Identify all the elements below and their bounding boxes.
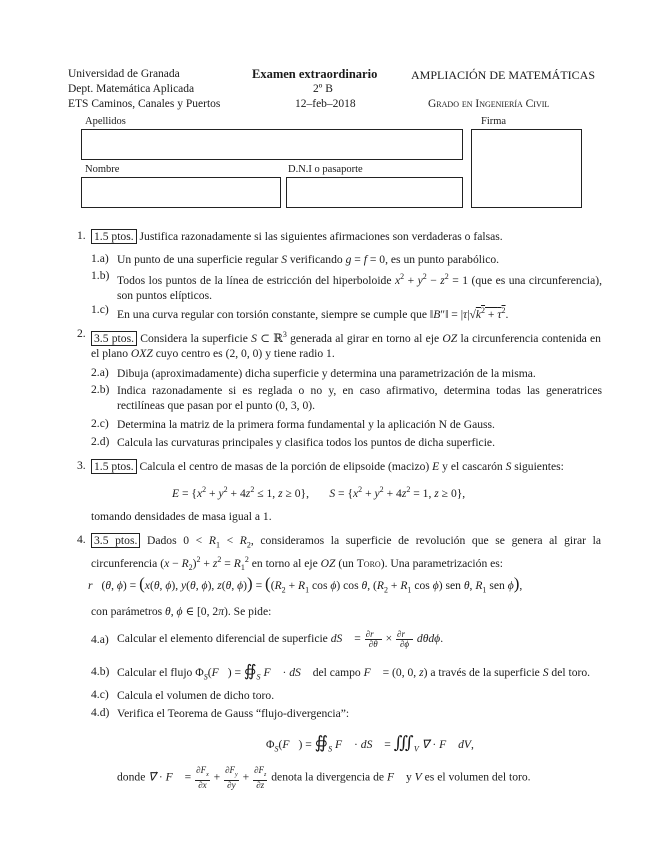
q3-points: 1.5 ptos.: [91, 459, 137, 474]
q1-intro: 1.5 ptos. Justifica razonadamente si las siguientes afirmaciones son verdaderas o falsas.: [91, 229, 601, 244]
q2a-label: 2.a): [91, 366, 109, 379]
q3-closing: tomando densidades de masa igual a 1.: [91, 510, 272, 523]
q1a-text: Un punto de una superficie regular S verificando g = f = 0, es un punto parabólico.: [117, 253, 500, 266]
q3-intro: 1.5 ptos. Calcula el centro de masas de la porción de elipsoide (macizo) E y el cascarón S siguientes:: [91, 459, 606, 474]
q4d-text: Verifica el Teorema de Gauss “flujo-divergencia”:: [117, 707, 350, 720]
q4-parametrization: r⃗(θ, ϕ) = (x(θ, ϕ), y(θ, ϕ), z(θ, $\phi)) = ((R_2 + R_1$ cos ϕ) cos θ, ($R_2 + R_1$ cos ϕ) sen θ, $R_1$ sen ϕ),: [88, 574, 523, 595]
q2a-text: Dibuja (aproximadamente) dicha superficie y determina una parametrización de la misma.: [117, 367, 536, 380]
q4d-equation: $\Phi_S(F⃗)$ = $∯_S$ F⃗ · dS⃗ = $∭_V$ ∇⃗ · F⃗ dV,: [266, 733, 474, 754]
school: ETS Caminos, Canales y Puertos: [68, 98, 221, 110]
q4-params: con parámetros θ, ϕ ∈ [0, 2π). Se pide:: [91, 605, 272, 618]
q2-number: 2.: [77, 327, 86, 340]
exam-title: Examen extraordinario: [252, 67, 378, 81]
department: Dept. Matemática Aplicada: [68, 83, 195, 95]
q4d-divergence: donde ∇⃗ · F⃗ = $\frac{\partial F_x}{\partial x}$ + $\frac{\partial F_y}{\partial y}$ + $\frac{\partial F_z}{\partial z}$ denota la divergencia de F⃗ y V es el volumen del toro.: [117, 765, 531, 790]
q1-points: 1.5 ptos.: [91, 229, 137, 244]
signature-field[interactable]: [471, 129, 582, 208]
q1b-text: Todos los puntos de la línea de estricción del hiperboloide $x^2 + y^2 - z^2 = 1$ (que es una circunferencia), son puntos elípticos.: [117, 272, 602, 302]
q2d-text: Calcula las curvaturas principales y clasifica todos los puntos de dicha superficie.: [117, 436, 495, 449]
q2d-label: 2.d): [91, 435, 110, 448]
q2c-text: Determina la matriz de la primera forma fundamental y la aplicación N de Gauss.: [117, 418, 495, 431]
q4-points: 3.5 ptos.: [91, 533, 140, 548]
q3-number: 3.: [77, 459, 86, 472]
group: 2º B: [313, 83, 333, 95]
q4c-text: Calcula el volumen de dicho toro.: [117, 689, 275, 702]
signature-label: Firma: [481, 116, 507, 127]
q4a-text: Calcular el elemento diferencial de superficie dS⃗ = $\frac{\partial r⃗}{\partial\theta}$ × $\frac{\partial r⃗}{\partial\phi}$ dθdϕ.: [117, 628, 444, 649]
q4b-label: 4.b): [91, 665, 110, 678]
university: Universidad de Granada: [68, 68, 180, 80]
surname-field[interactable]: [81, 129, 463, 160]
q2-points: 3.5 ptos.: [91, 331, 137, 346]
surname-label: Apellidos: [85, 116, 126, 127]
q1a-label: 1.a): [91, 252, 109, 265]
course-title: AMPLIACIÓN DE MATEMÁTICAS: [411, 68, 596, 82]
q4-number: 4.: [77, 533, 86, 546]
q1b-label: 1.b): [91, 269, 110, 282]
exam-date: 12–feb–2018: [295, 98, 356, 110]
q2b-label: 2.b): [91, 383, 110, 396]
q1c-label: 1.c): [91, 303, 109, 316]
q1-number: 1.: [77, 229, 86, 242]
degree: Grado en Ingeniería Civil: [428, 98, 550, 110]
q1c-text: En una curva regular con torsión constante, siempre se cumple que ‖B″‖ = $|\tau|√k^2 + \tau^2$.: [117, 306, 509, 321]
q2c-label: 2.c): [91, 417, 109, 430]
q3-equation: $E = \{x^2 + y^2 + 4z^2 \le 1$, z ≥ 0}, $S = \{x^2 + y^2 + 4z^2 = 1$, z ≥ 0},: [172, 485, 466, 500]
q4-intro: 3.5 ptos. Dados $0 < R_1 < R_2$, consideramos la superficie de revolución que se genera al girar la circunferencia $(x - R_2)^2 + z^2 = R_1^2$ en torno al eje OZ (un Toro). Una parametrización es:: [91, 534, 601, 573]
name-field[interactable]: [81, 177, 281, 208]
q4d-label: 4.d): [91, 706, 110, 719]
q4c-label: 4.c): [91, 688, 109, 701]
q4b-text: Calcular el flujo $\Phi_S(F⃗)$ = $∯_S$ F⃗ · dS⃗ del campo F⃗ = (0, 0, z) a través de la superficie S del toro.: [117, 663, 591, 682]
q2b-text: Indica razonadamente si es reglada o no y, en caso afirmativo, determina todas las generatrices rectilíneas que pasan por el punto (0, 3, 0).: [117, 384, 602, 412]
name-label: Nombre: [85, 164, 120, 175]
id-label: D.N.I o pasaporte: [288, 164, 363, 175]
q4a-label: 4.a): [91, 633, 109, 646]
q2-intro: 3.5 ptos. Considera la superficie S ⊂ ℝ$^3$ generada al girar en torno al eje OZ la circunferencia contenida en el plano OXZ cuyo centro es (2, 0, 0) y tiene radio 1.: [91, 330, 601, 360]
id-field[interactable]: [286, 177, 463, 208]
